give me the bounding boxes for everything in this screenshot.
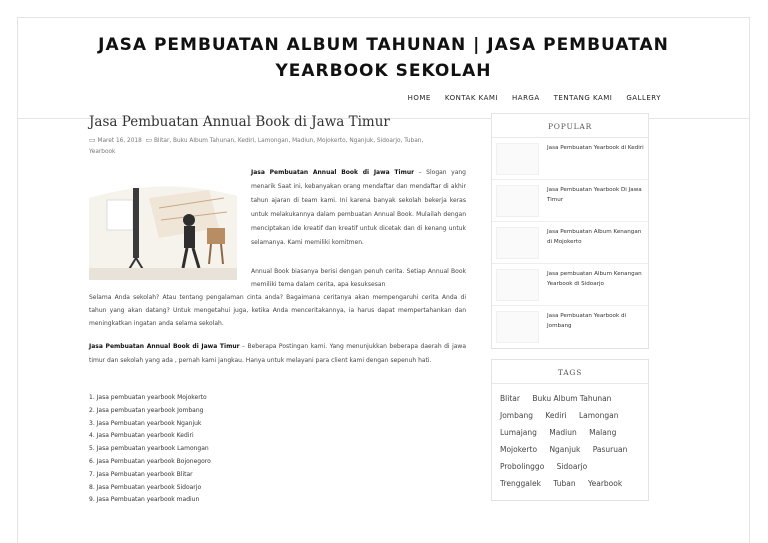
- tag-link[interactable]: Lamongan: [578, 411, 619, 420]
- intro-bold[interactable]: Jasa Pembuatan Annual Book di Jawa Timur: [251, 169, 415, 176]
- popular-link[interactable]: Jasa Pembuatan Yearbook di Jombang: [547, 313, 627, 329]
- site-title-line2[interactable]: YEARBOOK SEKOLAH: [275, 61, 492, 81]
- tag-cloud: [492, 384, 648, 492]
- tag-link[interactable]: Probolinggo: [500, 462, 545, 471]
- post-meta: [89, 135, 469, 158]
- tag-link[interactable]: Blitar: [500, 394, 520, 403]
- calendar-icon: ▭: [89, 136, 96, 144]
- tag-link[interactable]: Yearbook: [588, 479, 623, 488]
- list-item[interactable]: 4. Jasa Pembuatan yearbook Kediri: [89, 432, 194, 440]
- nav-kontak-kami[interactable]: KONTAK KAMI: [444, 94, 499, 102]
- list-item[interactable]: 8. Jasa Pembuatan yearbook Sidoarjo: [89, 483, 202, 491]
- list-item[interactable]: 6. Jasa Pembuatan yearbook Bojonegoro: [89, 457, 211, 465]
- para3-bold[interactable]: Jasa Pembuatan Annual Book di Jawa Timur: [89, 343, 240, 350]
- post-categories[interactable]: Blitar, Buku Album Tahunan, Kediri, Lamongan, Madiun, Mojokerto, Nganjuk, Sidoarjo, Tuban,: [153, 138, 424, 144]
- popular-link[interactable]: Jasa pembuatan Album Kenangan Yearbook di Sidoarjo: [547, 271, 642, 287]
- tag-link[interactable]: Lumajang: [500, 428, 537, 437]
- tag-link[interactable]: Kediri: [545, 411, 567, 420]
- studio-photo-illustration: [89, 168, 237, 280]
- paragraph-2a: Annual Book biasanya berisi dengan penuh cerita. Setiap Annual Book memiliki tema dalam cerita, apa kesuksesan: [251, 268, 466, 288]
- list-item[interactable]: 7. Jasa Pembuatan yearbook Blitar: [89, 470, 193, 478]
- popular-item[interactable]: [492, 138, 648, 180]
- popular-thumbnail[interactable]: [496, 143, 539, 175]
- list-item[interactable]: 2. Jasa pembuatan yearbook Jombang: [89, 406, 204, 414]
- yearbook-list: [89, 392, 211, 507]
- intro-paragraph: [251, 166, 466, 250]
- paragraph-3: [89, 340, 466, 368]
- post-title[interactable]: Jasa Pembuatan Annual Book di Jawa Timur: [89, 114, 390, 130]
- tag-link[interactable]: Jombang: [500, 411, 533, 420]
- post-photo: [89, 168, 237, 280]
- main-nav: [408, 94, 661, 102]
- sidebar: [491, 113, 649, 501]
- popular-thumbnail[interactable]: [496, 227, 539, 259]
- site-title[interactable]: [18, 32, 749, 84]
- tag-link[interactable]: Trenggalek: [500, 479, 541, 488]
- list-item[interactable]: 9. Jasa Pembuatan yearbook madiun: [89, 496, 200, 504]
- popular-item[interactable]: [492, 180, 648, 222]
- tag-link[interactable]: Malang: [589, 428, 617, 437]
- tag-link[interactable]: Madiun: [549, 428, 577, 437]
- popular-item[interactable]: [492, 306, 648, 348]
- popular-thumbnail[interactable]: [496, 269, 539, 301]
- tag-link[interactable]: Nganjuk: [549, 445, 581, 454]
- post-date[interactable]: Maret 16, 2018: [97, 138, 142, 144]
- popular-thumbnail[interactable]: [496, 185, 539, 217]
- tag-link[interactable]: Pasuruan: [592, 445, 628, 454]
- nav-gallery[interactable]: GALLERY: [626, 94, 661, 102]
- tags-title: TAGS: [492, 360, 648, 384]
- list-item[interactable]: 3. Jasa Pembuatan yearbook Nganjuk: [89, 419, 202, 427]
- popular-link[interactable]: Jasa Pembuatan Yearbook Di Jawa Timur: [547, 187, 642, 203]
- nav-tentang-kami[interactable]: TENTANG KAMI: [553, 94, 613, 102]
- nav-harga[interactable]: HARGA: [512, 94, 540, 102]
- popular-item[interactable]: [492, 264, 648, 306]
- popular-widget: [491, 113, 649, 349]
- popular-link[interactable]: Jasa Pembuatan Yearbook di Kediri: [547, 145, 644, 151]
- post-categories-cont[interactable]: Yearbook: [89, 149, 116, 155]
- popular-link[interactable]: Jasa Pembuatan Album Kenangan di Mojokerto: [547, 229, 642, 245]
- tags-widget: [491, 359, 649, 501]
- tag-link[interactable]: Mojokerto: [500, 445, 538, 454]
- folder-icon: ▭: [145, 136, 153, 144]
- intro-text: – Slogan yang menarik Saat ini, kebanyakan orang mendaftar dan mendaftar di akhir tahun ajaran di team kami. Ini karena banyak sekolah bekerja keras untuk melakukannya dalam pembuatan Annual Book. Mulailah dengan menciptakan ide kreatif dan kreatif untuk dicetak dan di kenang untuk selamanya. Kami memiliki komitmen.: [251, 169, 466, 246]
- popular-thumbnail[interactable]: [496, 311, 539, 343]
- tag-link[interactable]: Sidoarjo: [556, 462, 588, 471]
- paragraph-2b: Selama Anda sekolah? Atau tentang pengalaman cinta anda? Bagaimana ceritanya akan mempengaruhi cerita Anda di tahun yang akan datang? Untuk mengetahui juga, ketika Anda menceritakannya, ia harus dapat mempertahankan dan meningkatkan ingatan anda selama sekolah.: [89, 294, 466, 327]
- site-title-line1[interactable]: JASA PEMBUATAN ALBUM TAHUNAN | JASA PEMBUATAN: [98, 35, 669, 55]
- tag-link[interactable]: Tuban: [553, 479, 576, 488]
- nav-home[interactable]: HOME: [407, 94, 431, 102]
- popular-title: POPULAR: [492, 114, 648, 138]
- para3-text: – Beberapa Postingan kami. Yang menunjukkan beberapa daerah di jawa timur dan sekolah yang ada , pernah kami jangkau. Hanya untuk melayani para client kami dengan sepenuh hati.: [89, 343, 466, 364]
- tag-link[interactable]: Buku Album Tahunan: [532, 394, 612, 403]
- list-item[interactable]: 1. Jasa pembuatan yearbook Mojokerto: [89, 394, 207, 401]
- list-item[interactable]: 5. Jasa pembuatan yearbook Lamongan: [89, 445, 209, 453]
- popular-item[interactable]: [492, 222, 648, 264]
